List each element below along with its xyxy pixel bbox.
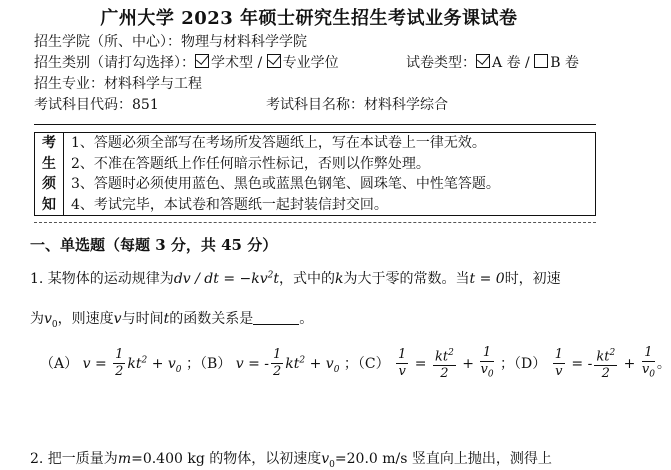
q1-eq-main: dv / dt = −kv [173, 271, 268, 287]
q1-text: 与时间 [121, 311, 164, 327]
paper-type-b: B 卷 [550, 55, 579, 71]
q2-v0-sub: 0 [329, 459, 335, 470]
major-row [34, 74, 596, 95]
paper-type [406, 53, 579, 74]
checked-box-icon [195, 54, 209, 68]
exam-header [34, 32, 596, 116]
category-label: 招生类别（请打勾选择）： [34, 55, 195, 71]
option-a-label: （A） [40, 355, 79, 372]
question-1-options [40, 345, 671, 391]
q1-eq-sup: 2 [267, 270, 274, 281]
q1-text: 。 [299, 311, 314, 327]
q1-t: t [163, 311, 170, 327]
checked-box-icon [476, 54, 490, 68]
q1-t0: t = 0 [469, 271, 505, 287]
paper-type-a: A 卷 [492, 55, 521, 71]
option-d-label: ；（D） [500, 355, 547, 372]
notice-side [35, 133, 64, 215]
code-label: 考试科目代码： [34, 97, 132, 113]
q1-k: k [335, 271, 344, 287]
code-value: 851 [132, 97, 159, 113]
question-1-line-1 [30, 268, 561, 288]
category-separator: / [253, 55, 267, 71]
q1-text: 为大于零的常数。当 [343, 271, 470, 287]
notice-box [34, 132, 596, 216]
q1-text: 时，初速 [504, 271, 561, 287]
notice-item: 2、不准在答题纸上作任何暗示性标记，否则以作弊处理。 [71, 155, 430, 172]
checked-box-icon [267, 54, 281, 68]
q1-eq-tail: t [273, 271, 280, 287]
q1-v0: v [44, 311, 52, 327]
notice-side-char: 知 [42, 196, 56, 213]
notice-item: 1、答题必须全部写在考场所发答题纸上，写在本试卷上一律无效。 [71, 135, 486, 151]
option-c-label: ；（C） [343, 355, 390, 372]
options-end: 。 [656, 355, 671, 372]
header-divider [34, 124, 596, 125]
option-d-formula: $\frac{1}{v}$ = - $\frac{kt^2}{2}$ + $\frac{1}{v_0}$ [554, 345, 655, 382]
q1-text: ，则速度 [57, 311, 114, 327]
notice-item: 4、考试完毕，本试卷和答题纸一起封装信封交回。 [71, 196, 388, 213]
subject-row [34, 95, 596, 116]
major-value: 材料科学与工程 [104, 76, 202, 92]
q2-text: =0.400 kg 的物体，以初速度 [131, 451, 322, 467]
subject-label: 考试科目名称： [266, 97, 364, 113]
subject-value: 材料科学综合 [364, 97, 448, 113]
notice-item: 3、答题时必须使用蓝色、黑色或蓝黑色钢笔、圆珠笔、中性笔答题。 [71, 176, 500, 192]
q2-text: =20.0 m/s 竖直向上抛出，测得上 [334, 451, 552, 467]
paper-type-separator: / [520, 55, 535, 71]
q2-m: m [117, 451, 132, 467]
q2-text: 2. 把一质量为 [30, 451, 118, 467]
q2-v0: v [321, 451, 330, 467]
option-b-formula: v = - $\frac{1}{2}$ $kt^2 + v_0$ [235, 347, 340, 380]
category-row [34, 53, 596, 74]
paper-type-label: 试卷类型： [406, 55, 476, 71]
q1-equation [174, 271, 279, 287]
q1-v: v [113, 311, 122, 327]
notice-side-char: 须 [42, 176, 56, 192]
q1-text: ，式中的 [279, 271, 336, 287]
notice-side-char: 生 [42, 155, 56, 172]
q1-text: 为 [30, 311, 44, 327]
option-b-label: ；（B） [185, 355, 232, 372]
unchecked-box-icon [534, 54, 548, 68]
subject-name [266, 95, 448, 116]
notice-items [71, 133, 591, 215]
question-1-line-2 [30, 308, 313, 330]
q1-v0-sub: 0 [51, 319, 58, 330]
q1-text: 1. 某物体的运动规律为 [30, 271, 174, 287]
option-a-formula: v = $\frac{1}{2}$ $kt^2 + v_0$ [82, 347, 182, 380]
category-professional: 专业学位 [282, 55, 339, 71]
section-divider [34, 222, 596, 223]
q1-text: 的函数关系是 [169, 311, 254, 327]
major-label: 招生专业： [34, 76, 104, 92]
college-label: 招生学院（所、中心）： [34, 34, 181, 50]
college-row [34, 32, 596, 53]
section-title: 一、单选题（每题 3 分，共 45 分） [30, 236, 278, 254]
option-c-formula: $\frac{1}{v}$ = $\frac{kt^2}{2}$ + $\frac{1}{v_0}$ [398, 345, 494, 382]
category-academic: 学术型 [211, 55, 253, 71]
page-title: 广州大学 2023 年硕士研究生招生考试业务课试卷 [100, 8, 518, 29]
question-2-line-1 [30, 448, 552, 470]
answer-blank [253, 310, 299, 325]
college-value: 物理与材料科学学院 [181, 34, 307, 50]
notice-side-char: 考 [42, 135, 56, 151]
